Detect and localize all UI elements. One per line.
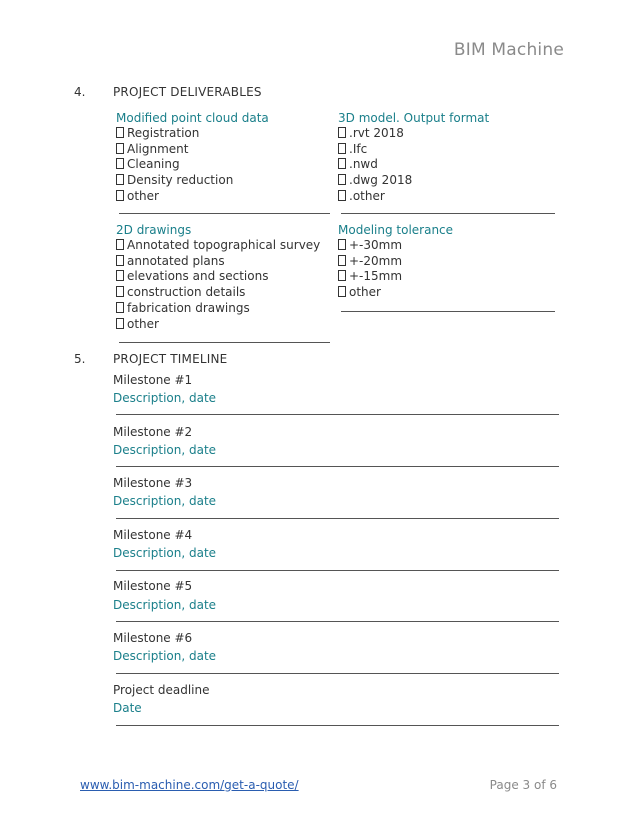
field-underline[interactable]: [116, 466, 559, 467]
milestone-description[interactable]: Description, date: [113, 649, 217, 663]
checkbox-icon[interactable]: [338, 127, 346, 138]
checkbox-item[interactable]: [116, 173, 233, 189]
section-title-timeline: PROJECT TIMELINE: [113, 352, 228, 366]
checkbox-label: other: [349, 285, 381, 300]
milestone-title: Milestone #1: [113, 373, 193, 387]
checkbox-icon[interactable]: [338, 286, 346, 297]
drawings-2d-list: [116, 238, 320, 332]
checkbox-icon[interactable]: [338, 270, 346, 281]
checkbox-label: Alignment: [127, 141, 189, 156]
footer-page-number: Page 3 of 6: [489, 778, 557, 792]
milestone-title: Milestone #3: [113, 476, 193, 490]
checkbox-item[interactable]: [116, 189, 233, 205]
milestone-title: Milestone #2: [113, 425, 193, 439]
milestone-description[interactable]: Description, date: [113, 443, 217, 457]
checkbox-icon[interactable]: [116, 286, 124, 297]
checkbox-label: +-30mm: [349, 238, 403, 252]
milestone-title: Project deadline: [113, 683, 210, 697]
field-underline[interactable]: [119, 342, 330, 343]
checkbox-label: .dwg 2018: [349, 173, 413, 188]
checkbox-label: Density reduction: [127, 173, 234, 188]
checkbox-icon[interactable]: [338, 174, 346, 185]
field-underline[interactable]: [116, 518, 559, 519]
milestone-description[interactable]: Description, date: [113, 546, 217, 560]
field-underline[interactable]: [116, 621, 559, 622]
checkbox-icon[interactable]: [116, 127, 124, 138]
checkbox-label: other: [127, 316, 159, 331]
checkbox-item[interactable]: [338, 254, 402, 270]
checkbox-icon[interactable]: [116, 270, 124, 281]
point-cloud-list: [116, 126, 233, 205]
checkbox-icon[interactable]: [338, 190, 346, 201]
checkbox-item[interactable]: [116, 301, 320, 317]
checkbox-item[interactable]: [116, 126, 233, 142]
checkbox-label: .rvt 2018: [349, 126, 404, 140]
footer-quote-link[interactable]: www.bim-machine.com/get-a-quote/: [80, 778, 299, 792]
checkbox-item[interactable]: [116, 157, 233, 173]
section-number-timeline: 5.: [74, 352, 86, 366]
section-title-deliverables: PROJECT DELIVERABLES: [113, 85, 262, 99]
drawings-2d-title: 2D drawings: [116, 223, 192, 237]
section-number-deliverables: 4.: [74, 85, 86, 99]
model-3d-title: 3D model. Output format: [338, 111, 490, 125]
checkbox-icon[interactable]: [338, 239, 346, 250]
checkbox-label: Annotated topographical survey: [127, 238, 321, 252]
tolerance-title: Modeling tolerance: [338, 223, 454, 237]
checkbox-item[interactable]: [116, 254, 320, 270]
checkbox-icon[interactable]: [338, 158, 346, 169]
checkbox-label: elevations and sections: [127, 269, 269, 284]
milestone-title: Milestone #4: [113, 528, 193, 542]
checkbox-icon[interactable]: [116, 302, 124, 313]
checkbox-item[interactable]: [116, 317, 320, 333]
checkbox-icon[interactable]: [116, 239, 124, 250]
checkbox-label: .other: [349, 188, 385, 203]
milestone-description[interactable]: Description, date: [113, 494, 217, 508]
checkbox-icon[interactable]: [116, 158, 124, 169]
checkbox-label: other: [127, 188, 159, 203]
checkbox-item[interactable]: [338, 157, 412, 173]
milestone-description[interactable]: Description, date: [113, 598, 217, 612]
checkbox-item[interactable]: [338, 126, 412, 142]
checkbox-label: .Ifc: [349, 141, 368, 156]
field-underline[interactable]: [341, 213, 555, 214]
milestone-description[interactable]: Date: [113, 701, 142, 715]
checkbox-icon[interactable]: [116, 190, 124, 201]
brand-header: BIM Machine: [453, 40, 564, 60]
milestone-title: Milestone #6: [113, 631, 193, 645]
model-3d-list: [338, 126, 412, 205]
checkbox-item[interactable]: [338, 173, 412, 189]
checkbox-icon[interactable]: [116, 143, 124, 154]
checkbox-icon[interactable]: [338, 143, 346, 154]
checkbox-item[interactable]: [338, 269, 402, 285]
checkbox-icon[interactable]: [116, 255, 124, 266]
checkbox-label: Cleaning: [127, 157, 180, 172]
checkbox-label: annotated plans: [127, 253, 225, 268]
field-underline[interactable]: [116, 673, 559, 674]
checkbox-icon[interactable]: [338, 255, 346, 266]
point-cloud-title: Modified point cloud data: [116, 111, 269, 125]
checkbox-icon[interactable]: [116, 318, 124, 329]
checkbox-item[interactable]: [338, 142, 412, 158]
checkbox-label: +-15mm: [349, 269, 403, 284]
checkbox-item[interactable]: [338, 189, 412, 205]
checkbox-icon[interactable]: [116, 174, 124, 185]
checkbox-label: construction details: [127, 285, 246, 300]
checkbox-label: fabrication drawings: [127, 300, 250, 315]
checkbox-item[interactable]: [338, 285, 402, 301]
milestone-title: Milestone #5: [113, 579, 193, 593]
checkbox-item[interactable]: [116, 238, 320, 254]
checkbox-item[interactable]: [116, 269, 320, 285]
field-underline[interactable]: [116, 725, 559, 726]
checkbox-label: .nwd: [349, 157, 378, 172]
checkbox-item[interactable]: [116, 142, 233, 158]
field-underline[interactable]: [119, 213, 330, 214]
checkbox-item[interactable]: [338, 238, 402, 254]
checkbox-label: Registration: [127, 126, 200, 140]
field-underline[interactable]: [341, 311, 555, 312]
tolerance-list: [338, 238, 402, 301]
field-underline[interactable]: [116, 570, 559, 571]
milestone-description[interactable]: Description, date: [113, 391, 217, 405]
checkbox-label: +-20mm: [349, 253, 403, 268]
checkbox-item[interactable]: [116, 285, 320, 301]
field-underline[interactable]: [116, 414, 559, 415]
